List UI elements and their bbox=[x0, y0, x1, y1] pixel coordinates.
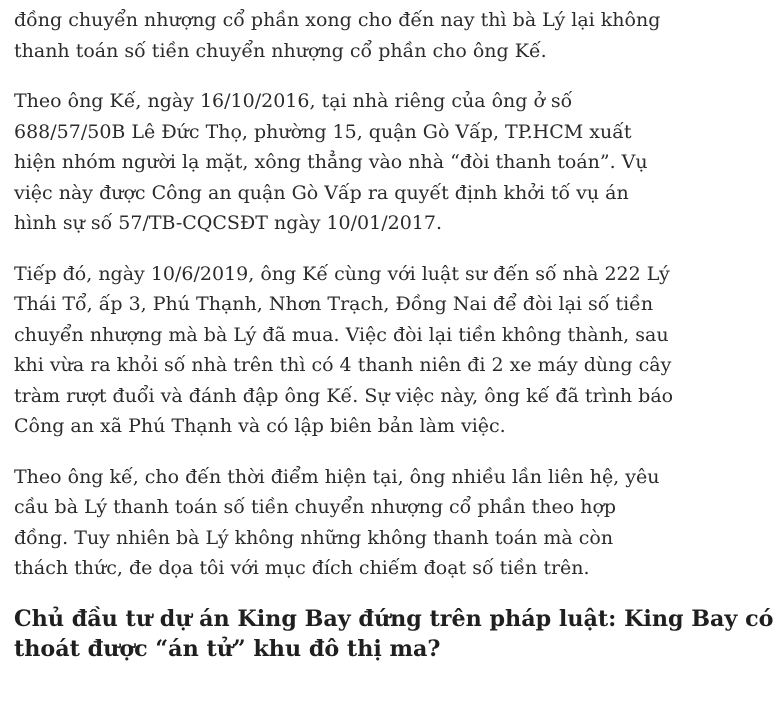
paragraph-1 bbox=[14, 5, 674, 66]
text-line: đồng. Tuy nhiên bà Lý không những không thanh toán mà còn bbox=[14, 526, 614, 549]
text-line: đồng chuyển nhượng cổ phần xong cho đến nay thì bà Lý lại không bbox=[14, 9, 661, 31]
text-line: khi vừa ra khỏi số nhà trên thì có 4 thanh niên đi 2 xe máy dùng cây bbox=[14, 354, 672, 376]
text-line: thách thức, đe dọa tôi với mục đích chiếm đoạt số tiền trên. bbox=[14, 557, 590, 579]
paragraph-4 bbox=[14, 462, 674, 584]
text-line: tràm rượt đuổi và đánh đập ông Kế. Sự việc này, ông kế đã trình báo bbox=[14, 384, 674, 407]
paragraph-2 bbox=[14, 86, 674, 239]
text-line: chuyển nhượng mà bà Lý đã mua. Việc đòi lại tiền không thành, sau bbox=[14, 323, 669, 346]
related-article-link[interactable] bbox=[14, 604, 773, 665]
text-line: cầu bà Lý thanh toán số tiền chuyển nhượng cổ phần theo hợp bbox=[14, 496, 617, 518]
text-line: hiện nhóm người lạ mặt, xông thẳng vào nhà “đòi thanh toán”. Vụ bbox=[14, 151, 648, 173]
heading-line[interactable]: Chủ đầu tư dự án King Bay đứng trên pháp luật: King Bay có bbox=[14, 605, 773, 632]
text-line: hình sự số 57/TB-CQCSĐT ngày 10/01/2017. bbox=[14, 212, 443, 234]
text-line: Thái Tổ, ấp 3, Phú Thạnh, Nhơn Trạch, Đồng Nai để đòi lại số tiền bbox=[14, 293, 654, 315]
text-line: 688/57/50B Lê Đức Thọ, phường 15, quận Gò Vấp, TP.HCM xuất bbox=[14, 120, 632, 143]
heading-line[interactable]: thoát được “án tử” khu đô thị ma? bbox=[14, 636, 441, 662]
text-line: Công an xã Phú Thạnh và có lập biên bản làm việc. bbox=[14, 415, 506, 437]
paragraph-3 bbox=[14, 259, 674, 442]
text-line: Theo ông Kế, ngày 16/10/2016, tại nhà riêng của ông ở số bbox=[14, 90, 573, 112]
text-line: thanh toán số tiền chuyển nhượng cổ phần cho ông Kế. bbox=[14, 39, 547, 62]
text-line: việc này được Công an quận Gò Vấp ra quyết định khởi tố vụ án bbox=[14, 181, 629, 204]
text-line: Theo ông kế, cho đến thời điểm hiện tại, ông nhiều lần liên hệ, yêu bbox=[14, 465, 660, 488]
article-body bbox=[14, 0, 773, 665]
text-line: Tiếp đó, ngày 10/6/2019, ông Kế cùng với luật sư đến số nhà 222 Lý bbox=[14, 262, 670, 285]
